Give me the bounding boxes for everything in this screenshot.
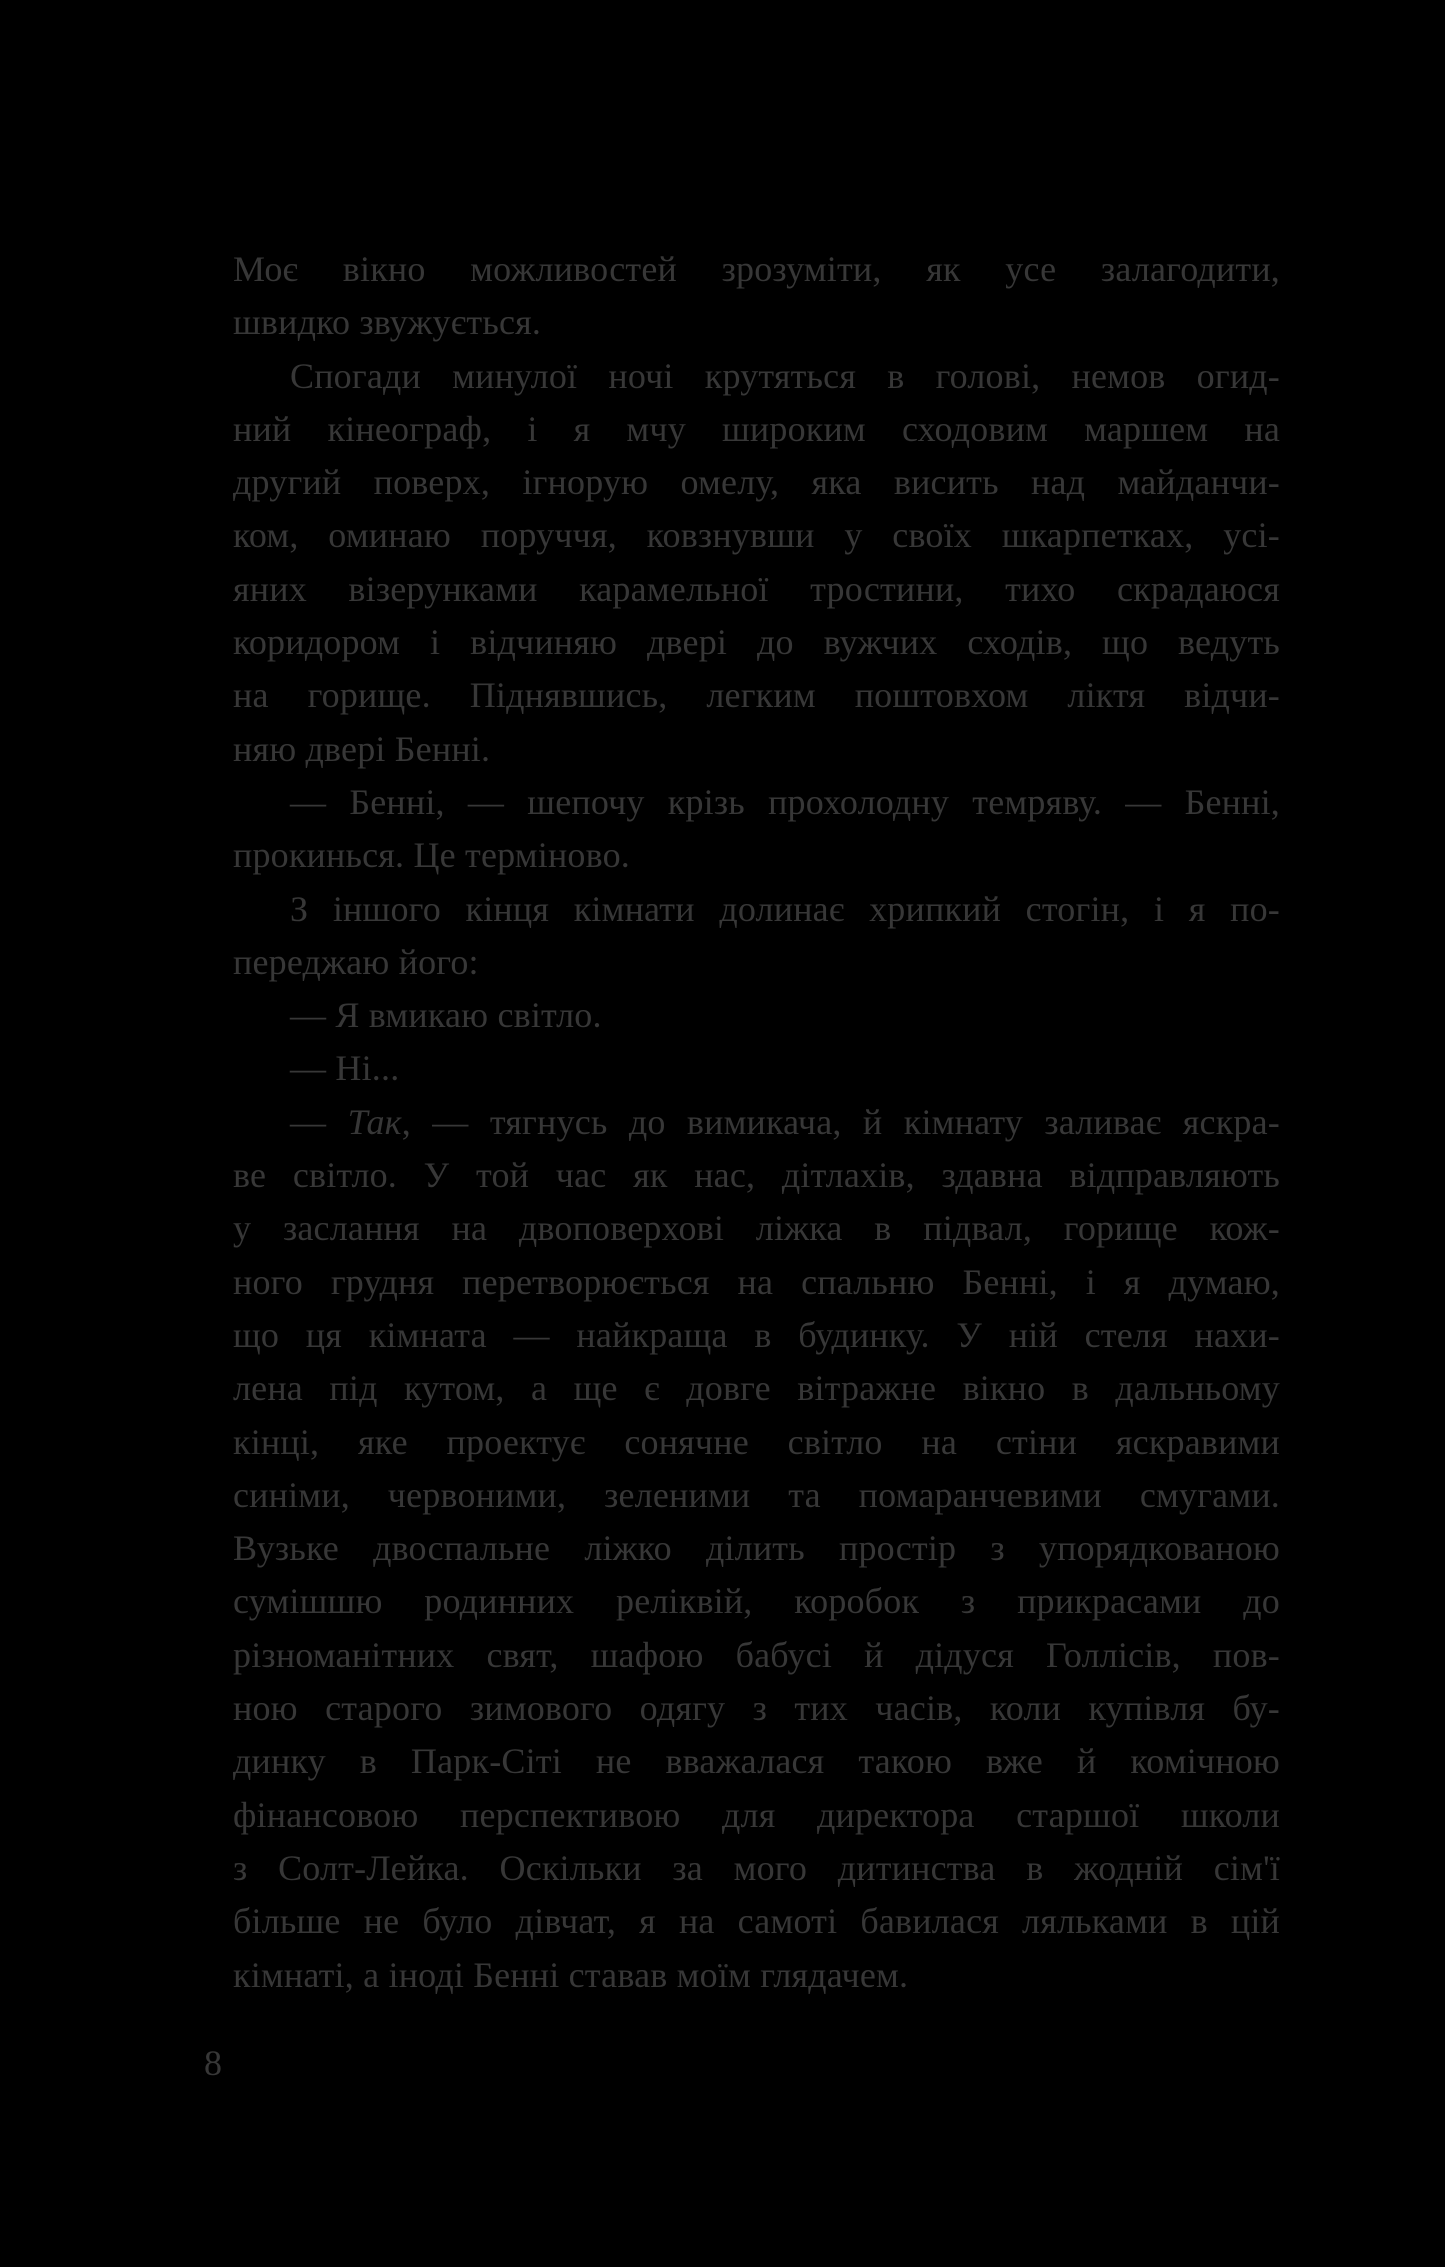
text-line: яних візерунками карамельної тростини, тихо скрадаюся <box>233 568 1280 609</box>
text-line: — Так, — тягнусь до вимикача, й кімнату заливає яскра- <box>290 1101 1280 1142</box>
text-line: ний кінеограф, і я мчу широким сходовим маршем на <box>233 408 1280 449</box>
text-line: швидко звужується. <box>233 302 542 343</box>
text-line: Спогади минулої ночі крутяться в голові, немов огид- <box>290 355 1280 396</box>
text-line: синіми, червоними, зеленими та помаранчевими смугами. <box>233 1474 1280 1515</box>
page-number: 8 <box>204 2043 222 2083</box>
text-line: на горище. Піднявшись, легким поштовхом ліктя відчи- <box>233 675 1280 716</box>
text-line: переджаю його: <box>233 941 479 982</box>
text-line: — Я вмикаю світло. <box>290 995 602 1036</box>
text-line: З іншого кінця кімнати долинає хрипкий стогін, і я по- <box>290 888 1280 929</box>
text-line: з Солт-Лейка. Оскільки за мого дитинства в жодній сім'ї <box>233 1847 1280 1888</box>
text-line: няю двері Бенні. <box>233 728 491 769</box>
text-line: у заслання на двоповерхові ліжка в підвал, горище кож- <box>233 1208 1280 1249</box>
text-line: фінансовою перспективою для директора старшої школи <box>233 1794 1280 1835</box>
text-line: ком, оминаю поруччя, ковзнувши у своїх шкарпетках, усі- <box>233 515 1280 556</box>
text-line: прокинься. Це терміново. <box>233 835 630 876</box>
text-line: коридором і відчиняю двері до вужчих сходів, що ведуть <box>233 622 1280 663</box>
text-line: ве світло. У той час як нас, дітлахів, здавна відправляють <box>233 1155 1280 1196</box>
text-line: лена під кутом, а ще є довге вітражне вікно в дальньому <box>233 1368 1280 1409</box>
text-line: сумішшю родинних реліквій, коробок з прикрасами до <box>233 1581 1280 1622</box>
text-line: що ця кімната — найкраща в будинку. У ній стеля нахи- <box>233 1314 1280 1355</box>
text-line: Вузьке двоспальне ліжко ділить простір з упорядкованою <box>233 1528 1280 1569</box>
text-line: — Ні... <box>290 1048 400 1089</box>
text-line: більше не було дівчат, я на самоті бавилася ляльками в цій <box>233 1901 1280 1942</box>
text-line: різноманітних свят, шафою бабусі й дідуся Голлісів, пов- <box>233 1634 1280 1675</box>
text-line: кінці, яке проектує сонячне світло на стіни яскравими <box>233 1421 1280 1462</box>
text-line: — Бенні, — шепочу крізь прохолодну темряву. — Бенні, <box>290 781 1280 822</box>
text-line: динку в Парк-Сіті не вважалася такою вже й комічною <box>233 1741 1280 1782</box>
text-line: ною старого зимового одягу з тих часів, коли купівля бу- <box>233 1688 1280 1729</box>
text-line: Моє вікно можливостей зрозуміти, як усе залагодити, <box>233 249 1280 289</box>
text-line: другий поверх, ігнорую омелу, яка висить над майданчи- <box>233 462 1280 503</box>
text-line: кімнаті, а іноді Бенні ставав моїм глядачем. <box>233 1954 909 1995</box>
body-text <box>233 243 1280 2002</box>
text-line: ного грудня перетворюється на спальню Бенні, і я думаю, <box>233 1261 1280 1302</box>
